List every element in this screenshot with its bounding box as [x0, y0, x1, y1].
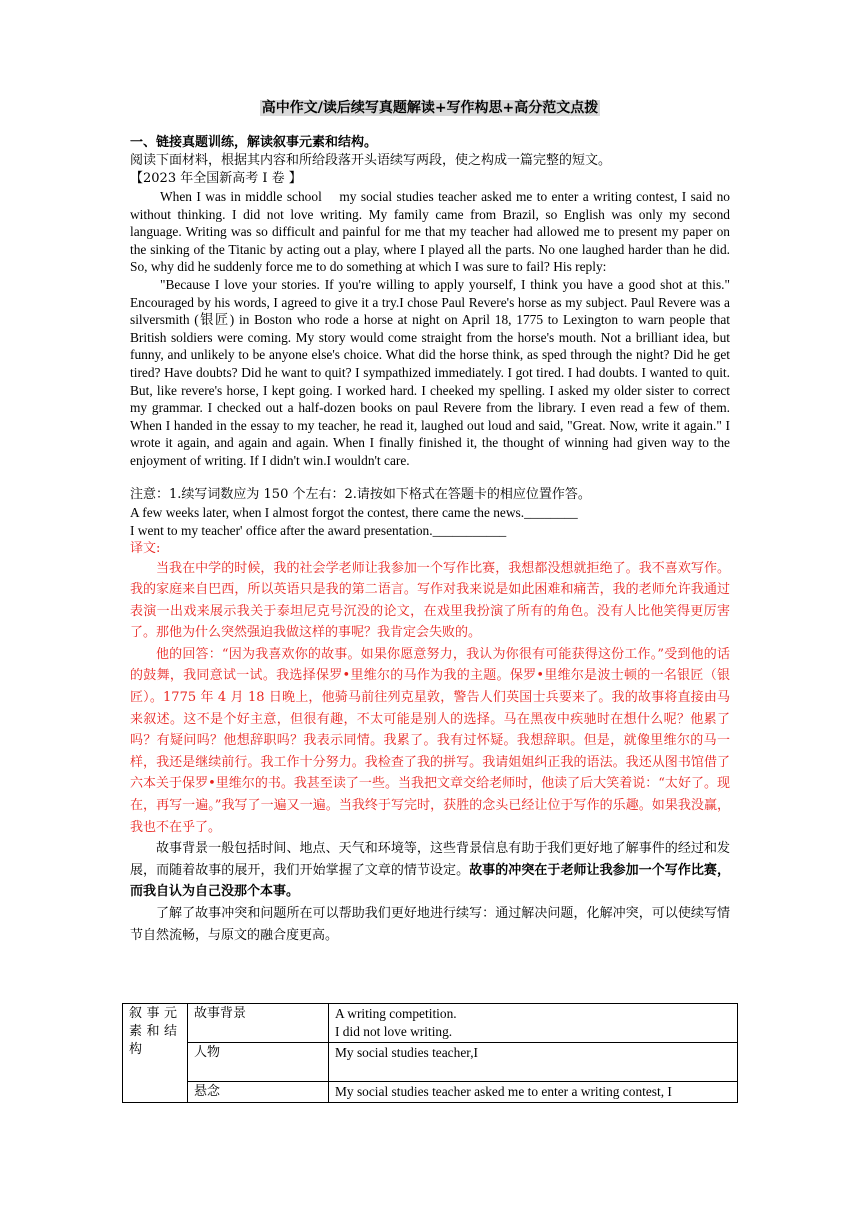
table-category-cell: 叙事元素和结构 [123, 1004, 188, 1103]
table-row [123, 1043, 738, 1082]
analysis-paragraph-1: 故事背景一般包括时间、地点、天气和环境等，这些背景信息有助于我们更好地了解事件的经过和发展，而随着故事的展开，我们开始掌握了文章的情节设定。故事的冲突在于老师让我参加一个写作比赛，而我自认为自己没那个本事。 [130, 841, 730, 900]
instruction-text: 阅读下面材料，根据其内容和所给段落开头语续写两段，使之构成一篇完整的短文。 [130, 153, 612, 168]
conflict-statement: 故事的冲突在于老师让我参加一个写作比赛，而我自认为自己没那个本事。 [130, 862, 730, 900]
document-title: 高中作文/读后续写真题解读+写作构思+高分范文点拨 [261, 100, 599, 116]
translation-paragraph-2: 他的回答：“因为我喜欢你的故事。如果你愿意努力，我认为你很有可能获得这份工作。”受到他的话的鼓舞，我同意试一试。我选择保罗•里维尔的马作为我的主题。保罗•里维尔是波士顿的一名银匠（银匠）。1775 年 4 月 18 日晚上，他骑马前往列克星敦，警告人们英国士兵要来了。我的故事将直接由马来叙述。这不是个好主意，但很有趣，不太可能是别人的选择。马在黑夜中疾驰时在想什么呢？他累了吗？有疑问吗？他想辞职吗？我表示同情。我累了。我有过怀疑。我想辞职。但是，就像里维尔的马一样，我还是继续前行。我工作十分努力。我检查了我的拼写。我请姐姐纠正我的语法。我还从图书馆借了六本关于保罗•里维尔的书。我甚至读了一些。当我把文章交给老师时，他读了后大笑着说：“太好了。现在，再写一遍。”我写了一遍又一遍。当我终于写完时，获胜的念头已经让位于写作的乐趣。如果我没赢，我也不在乎了。 [130, 646, 730, 835]
table-row-content: A writing competition. I did not love writing. [329, 1004, 738, 1043]
table-row-label: 故事背景 [188, 1004, 329, 1043]
notice-text: 注意：1.续写词数应为 150 个左右：2.请按如下格式在答题卡的相应位置作答。 [130, 486, 591, 502]
table-row-label: 人物 [188, 1043, 329, 1082]
continuation-prompt-1: A few weeks later, when I almost forgot the contest, there came the news.________ [130, 504, 578, 520]
table-row [123, 1082, 738, 1103]
document-content [130, 98, 734, 946]
continuation-prompt-2: I went to my teacher' office after the award presentation.___________ [130, 522, 507, 538]
table-row-label: 悬念 [188, 1082, 329, 1103]
analysis-paragraph-2: 了解了故事冲突和问题所在可以帮助我们更好地进行续写：通过解决问题，化解冲突，可以使续写情节自然流畅，与原文的融合度更高。 [130, 906, 730, 943]
translation-paragraph-1: 当我在中学的时候，我的社会学老师让我参加一个写作比赛，我想都没想就拒绝了。我不喜欢写作。我的家庭来自巴西，所以英语只是我的第二语言。写作对我来说是如此困难和痛苦，我的老师允许我通过表演一出戏来展示我关于泰坦尼克号沉没的论文，在戏里我扮演了所有的角色。没有人比他笑得更厉害了。那他为什么突然强迫我做这样的事呢？我肯定会失败的。 [130, 560, 730, 641]
source-label: 【2023 年全国新高考 I 卷 】 [130, 171, 302, 186]
table-row-content: My social studies teacher asked me to enter a writing contest, I [329, 1082, 738, 1103]
narrative-elements-table [122, 1003, 738, 1103]
table-row [123, 1004, 738, 1043]
passage-paragraph-2: "Because I love your stories. If you're willing to apply yourself, I think you have a good shot at this." Encouraged by his words, I agreed to give it a try.I chose Paul Revere's horse as my subject. Paul Revere was a silversmith (银匠) in Boston who rode a horse at night on April 18, 1775 to Lexington to warn people that British soldiers were coming. My story would come straight from the horse's mouth. Not a brilliant idea, but funny, and unlikely to be anyone else's choice. What did the horse think, as sped through the night? Did he get tired? Have doubts? Did he want to quit? I sympathized immediately. I got tired. I had doubts. I wanted to quit. But, like revere's horse, I kept going. I worked hard. I cheeked my spelling. I asked my older sister to correct my grammar. I checked out a half-dozen books on paul Revere from the library. I even read a few of them. When I handed in the essay to my teacher, he read it, laughed out loud and said, "Great. Now, write it again." I wrote it again, and again and again. When I finally finished it, the thought of winning had given way to the enjoyment of writing. If I didn't win.I wouldn't care. [130, 276, 730, 468]
translation-label: 译文: [130, 540, 161, 556]
section-heading: 一、链接真题训练，解读叙事元素和结构。 [130, 135, 378, 150]
passage-paragraph-1: When I was in middle school my social studies teacher asked me to enter a writing contest, I said no without thinking. I did not love writing. My family came from Brazil, so English was only my second language. Writing was so difficult and painful for me that my teacher had allowed me to present my paper on the sinking of the Titanic by acting out a play, where I played all the parts. No one laughed harder than he did. So, why did he suddenly force me to do something at which I was sure to fail? His reply: [130, 189, 734, 275]
table-row-content: My social studies teacher,I [329, 1043, 738, 1082]
